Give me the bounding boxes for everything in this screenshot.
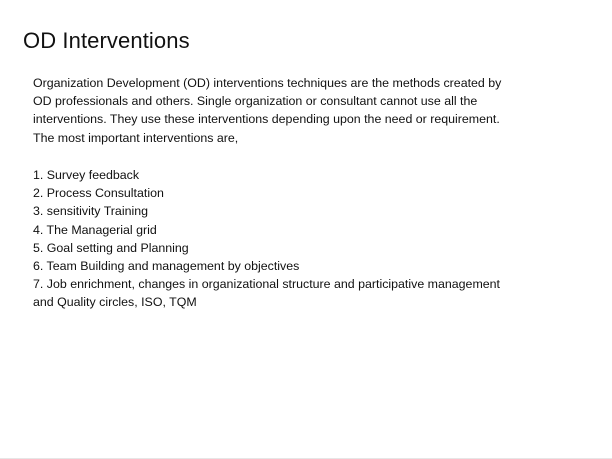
list-item: 2. Process Consultation	[33, 186, 164, 201]
list-item: 3. sensitivity Training	[33, 204, 149, 219]
list-item	[33, 275, 593, 311]
list-item: 1. Survey feedback	[33, 168, 140, 182]
interventions-list	[33, 166, 593, 312]
list-item: 5. Goal setting and Planning	[33, 240, 189, 255]
list-item: 6. Team Building and management by objectives	[33, 259, 300, 274]
intro-line-4: The most important interventions are,	[33, 130, 239, 145]
intro-line-3: interventions. They use these interventions depending upon the need or requirement.	[33, 112, 500, 127]
slide-title: OD Interventions	[23, 28, 190, 53]
intro-line-1: Organization Development (OD) interventions techniques are the methods created by	[33, 76, 502, 90]
list-item-7-line-1: 7. Job enrichment, changes in organizational structure and participative management	[33, 277, 500, 292]
intro-paragraph	[33, 74, 583, 147]
list-item-7-line-2: and Quality circles, ISO, TQM	[33, 295, 197, 310]
intro-line-2: OD professionals and others. Single organization or consultant cannot use all the	[33, 94, 478, 109]
list-item: 4. The Managerial grid	[33, 222, 157, 237]
